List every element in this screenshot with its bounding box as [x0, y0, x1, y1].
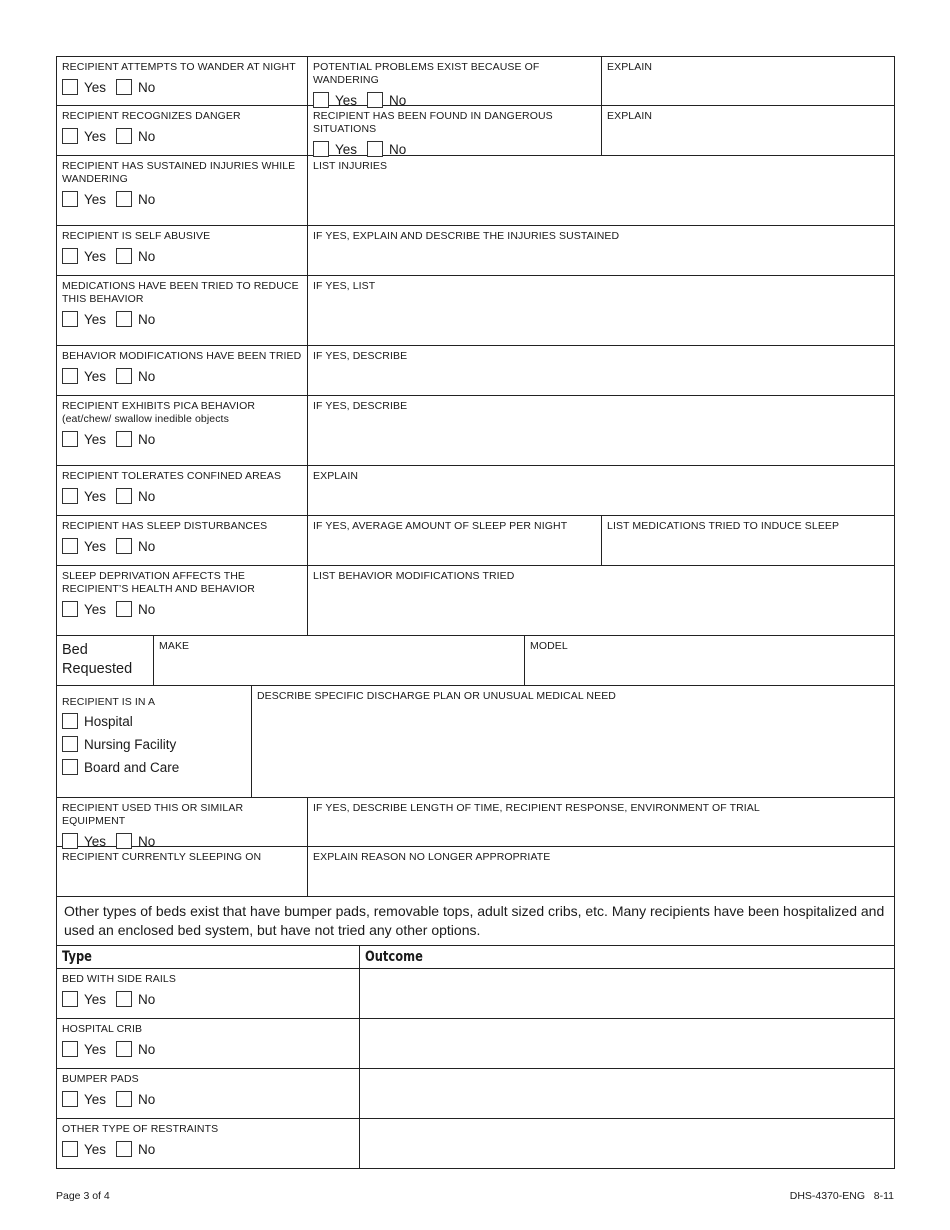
other-restraints-label: OTHER TYPE OF RESTRAINTS [62, 1123, 219, 1135]
if-yes-describe-label: IF YES, DESCRIBE [313, 400, 408, 412]
yes-label: Yes [84, 128, 107, 144]
yes-checkbox[interactable] [62, 1141, 78, 1157]
yes-label: Yes [84, 1141, 107, 1157]
other-beds-note-cell [57, 897, 894, 945]
dangerous-situations-cell [308, 106, 602, 155]
no-label: No [138, 431, 156, 447]
yes-no-group [62, 991, 354, 1007]
wander-explain-field[interactable] [602, 57, 894, 105]
yes-label: Yes [84, 1091, 107, 1107]
yes-no-group [62, 601, 302, 617]
behavior-mods-label: BEHAVIOR MODIFICATIONS HAVE BEEN TRIED [62, 350, 302, 362]
if-yes-describe-label: IF YES, DESCRIBE [313, 350, 408, 362]
injuries-wandering-cell [57, 156, 308, 225]
hospital-crib-outcome-field[interactable] [360, 1019, 894, 1068]
yes-label: Yes [84, 601, 107, 617]
list-behavior-mods-label: LIST BEHAVIOR MODIFICATIONS TRIED [313, 570, 515, 582]
dangerous-situations-label: RECIPIENT HAS BEEN FOUND IN DANGEROUS SITUATIONS [313, 110, 553, 135]
sleep-deprivation-label: SLEEP DEPRIVATION AFFECTS THE RECIPIENT’S HEALTH AND BEHAVIOR [62, 570, 255, 595]
bumper-pads-row [56, 1069, 895, 1119]
similar-equipment-row [56, 798, 895, 847]
yes-no-group [313, 141, 596, 157]
injuries-sustained-label: IF YES, EXPLAIN AND DESCRIBE THE INJURIES SUSTAINED [313, 230, 620, 242]
trial-describe-field[interactable] [308, 798, 894, 846]
yes-label: Yes [84, 311, 107, 327]
model-label: MODEL [530, 640, 568, 652]
pica-cell [57, 396, 308, 465]
make-label: MAKE [159, 640, 190, 652]
pica-label: RECIPIENT EXHIBITS PICA BEHAVIOR (eat/chew/ swallow inedible objects [62, 400, 256, 425]
no-label: No [138, 1091, 156, 1107]
behavior-mods-describe-field[interactable] [308, 346, 894, 395]
side-rails-outcome-field[interactable] [360, 969, 894, 1018]
other-restraints-cell [57, 1119, 360, 1168]
confined-row [56, 466, 895, 516]
wander-problems-cell [308, 57, 602, 108]
no-label: No [138, 248, 156, 264]
hospital-crib-cell [57, 1019, 360, 1068]
explain-label: EXPLAIN [607, 110, 653, 122]
danger-explain-field[interactable] [602, 106, 894, 155]
behavior-mods-cell [57, 346, 308, 395]
side-rails-label: BED WITH SIDE RAILS [62, 973, 176, 985]
yes-no-group [62, 128, 302, 144]
recipient-location-row [56, 686, 895, 798]
sleep-deprivation-row [56, 566, 895, 636]
yes-no-group [62, 79, 302, 95]
no-checkbox[interactable] [116, 1041, 132, 1057]
no-checkbox[interactable] [116, 538, 132, 554]
wander-night-row [56, 56, 895, 106]
page-number: Page 3 of 4 [56, 1190, 110, 1202]
yes-no-group [62, 1141, 354, 1157]
nursing-facility-checkbox[interactable] [62, 736, 78, 752]
no-label: No [138, 128, 156, 144]
self-abusive-cell [57, 226, 308, 275]
yes-checkbox[interactable] [62, 601, 78, 617]
wander-night-label: RECIPIENT ATTEMPTS TO WANDER AT NIGHT [62, 61, 296, 73]
discharge-plan-label: DESCRIBE SPECIFIC DISCHARGE PLAN OR UNUSUAL MEDICAL NEED [257, 690, 616, 702]
hospital-crib-label: HOSPITAL CRIB [62, 1023, 143, 1035]
wander-night-cell [57, 57, 308, 105]
hospital-label: Hospital [84, 713, 133, 729]
board-care-label: Board and Care [84, 759, 180, 775]
no-checkbox[interactable] [367, 141, 383, 157]
yes-label: Yes [84, 248, 107, 264]
bed-requested-cell [57, 636, 154, 685]
similar-equipment-label: RECIPIENT USED THIS OR SIMILAR EQUIPMENT [62, 802, 244, 827]
behavior-mods-tried-field[interactable] [308, 566, 894, 635]
bed-requested-row [56, 636, 895, 686]
no-checkbox[interactable] [116, 488, 132, 504]
injuries-wandering-label: RECIPIENT HAS SUSTAINED INJURIES WHILE WANDERING [62, 160, 296, 185]
type-header-cell [57, 946, 360, 968]
medications-row [56, 276, 895, 346]
yes-label: Yes [84, 991, 107, 1007]
no-checkbox[interactable] [116, 431, 132, 447]
side-rails-cell [57, 969, 360, 1018]
self-abusive-label: RECIPIENT IS SELF ABUSIVE [62, 230, 211, 242]
no-checkbox[interactable] [116, 191, 132, 207]
recognizes-danger-row [56, 106, 895, 156]
model-field[interactable] [525, 636, 894, 685]
no-label: No [389, 92, 407, 108]
medications-label: MEDICATIONS HAVE BEEN TRIED TO REDUCE THIS BEHAVIOR [62, 280, 299, 305]
list-injuries-field[interactable] [308, 156, 894, 225]
sleeping-on-field[interactable] [57, 847, 308, 896]
no-label: No [138, 538, 156, 554]
location-options [62, 713, 246, 775]
bumper-pads-label: BUMPER PADS [62, 1073, 139, 1085]
pica-describe-field[interactable] [308, 396, 894, 465]
recognizes-danger-cell [57, 106, 308, 155]
recipient-location-cell [57, 686, 252, 797]
bumper-pads-outcome-field[interactable] [360, 1069, 894, 1118]
medications-list-field[interactable] [308, 276, 894, 345]
yes-label: Yes [335, 92, 358, 108]
hospital-crib-row [56, 1019, 895, 1069]
nursing-facility-label: Nursing Facility [84, 736, 177, 752]
sleep-meds-label: LIST MEDICATIONS TRIED TO INDUCE SLEEP [607, 520, 840, 532]
no-checkbox[interactable] [116, 128, 132, 144]
yes-label: Yes [84, 79, 107, 95]
avg-sleep-label: IF YES, AVERAGE AMOUNT OF SLEEP PER NIGHT [313, 520, 568, 532]
form-id: DHS-4370-ENG 8-11 [789, 1190, 894, 1202]
list-injuries-label: LIST INJURIES [313, 160, 388, 172]
no-label: No [138, 488, 156, 504]
no-longer-appropriate-field[interactable] [308, 847, 894, 896]
if-yes-list-label: IF YES, LIST [313, 280, 376, 292]
recipient-in-a-label: RECIPIENT IS IN A [62, 696, 156, 708]
confined-explain-field[interactable] [308, 466, 894, 515]
no-checkbox[interactable] [116, 991, 132, 1007]
yes-checkbox[interactable] [62, 991, 78, 1007]
yes-no-group [62, 1041, 354, 1057]
other-restraints-row [56, 1119, 895, 1169]
behavior-mods-row [56, 346, 895, 396]
bed-requested-label: Bed Requested [62, 642, 133, 677]
bumper-pads-cell [57, 1069, 360, 1118]
no-label: No [138, 833, 156, 849]
yes-label: Yes [84, 833, 107, 849]
yes-label: Yes [84, 488, 107, 504]
yes-checkbox[interactable] [62, 128, 78, 144]
type-outcome-header-row [56, 946, 895, 969]
no-label: No [389, 141, 407, 157]
injuries-wandering-row [56, 156, 895, 226]
confined-label: RECIPIENT TOLERATES CONFINED AREAS [62, 470, 282, 482]
other-restraints-outcome-field[interactable] [360, 1119, 894, 1168]
yes-no-group [62, 538, 302, 554]
type-header: Type [62, 949, 92, 965]
no-longer-appropriate-label: EXPLAIN REASON NO LONGER APPROPRIATE [313, 851, 551, 863]
sleep-disturbances-row [56, 516, 895, 566]
medications-cell [57, 276, 308, 345]
outcome-header-cell [360, 946, 894, 968]
other-beds-note: Other types of beds exist that have bumper pads, removable tops, adult sized cribs, etc. Many recipients have been hospitalized and used an enclosed bed system, but have not tried any other options. [64, 903, 885, 938]
yes-checkbox[interactable] [62, 79, 78, 95]
no-label: No [138, 1041, 156, 1057]
no-label: No [138, 991, 156, 1007]
no-label: No [138, 601, 156, 617]
explain-label: EXPLAIN [607, 61, 653, 73]
yes-checkbox[interactable] [62, 538, 78, 554]
yes-label: Yes [84, 538, 107, 554]
yes-checkbox[interactable] [62, 1041, 78, 1057]
sleep-disturbances-label: RECIPIENT HAS SLEEP DISTURBANCES [62, 520, 268, 532]
injuries-sustained-field[interactable] [308, 226, 894, 275]
wander-problems-label: POTENTIAL PROBLEMS EXIST BECAUSE OF WANDERING [313, 61, 540, 86]
yes-label: Yes [335, 141, 358, 157]
yes-checkbox[interactable] [62, 248, 78, 264]
yes-label: Yes [84, 1041, 107, 1057]
yes-no-group [62, 488, 302, 504]
self-abusive-row [56, 226, 895, 276]
trial-describe-label: IF YES, DESCRIBE LENGTH OF TIME, RECIPIENT RESPONSE, ENVIRONMENT OF TRIAL [313, 802, 760, 814]
board-care-checkbox[interactable] [62, 759, 78, 775]
yes-checkbox[interactable] [62, 431, 78, 447]
explain-label: EXPLAIN [313, 470, 359, 482]
yes-checkbox[interactable] [62, 368, 78, 384]
outcome-header: Outcome [365, 949, 423, 965]
yes-checkbox[interactable] [62, 1091, 78, 1107]
sleep-meds-field[interactable] [602, 516, 894, 565]
no-label: No [138, 311, 156, 327]
yes-label: Yes [84, 191, 107, 207]
no-label: No [138, 1141, 156, 1157]
no-label: No [138, 191, 156, 207]
yes-no-group [62, 1091, 354, 1107]
hospital-checkbox[interactable] [62, 713, 78, 729]
yes-checkbox[interactable] [62, 488, 78, 504]
no-label: No [138, 368, 156, 384]
sleeping-on-row [56, 847, 895, 897]
yes-label: Yes [84, 431, 107, 447]
yes-no-group [62, 311, 302, 327]
no-checkbox[interactable] [116, 248, 132, 264]
avg-sleep-field[interactable] [308, 516, 602, 565]
yes-no-group [62, 248, 302, 264]
bed-request-form [56, 56, 895, 1169]
sleep-deprivation-cell [57, 566, 308, 635]
yes-checkbox[interactable] [313, 141, 329, 157]
discharge-plan-field[interactable] [252, 686, 894, 797]
no-checkbox[interactable] [116, 601, 132, 617]
yes-checkbox[interactable] [62, 191, 78, 207]
confined-cell [57, 466, 308, 515]
yes-no-group [62, 191, 302, 207]
sleep-disturbances-cell [57, 516, 308, 565]
similar-equipment-cell [57, 798, 308, 849]
yes-checkbox[interactable] [62, 311, 78, 327]
yes-no-group [62, 431, 302, 447]
no-checkbox[interactable] [116, 79, 132, 95]
make-field[interactable] [154, 636, 525, 685]
no-checkbox[interactable] [116, 1091, 132, 1107]
no-checkbox[interactable] [116, 1141, 132, 1157]
yes-label: Yes [84, 368, 107, 384]
side-rails-row [56, 969, 895, 1019]
other-beds-note-row [56, 897, 895, 946]
sleeping-on-label: RECIPIENT CURRENTLY SLEEPING ON [62, 851, 262, 863]
recognizes-danger-label: RECIPIENT RECOGNIZES DANGER [62, 110, 241, 122]
no-label: No [138, 79, 156, 95]
pica-row [56, 396, 895, 466]
no-checkbox[interactable] [116, 311, 132, 327]
no-checkbox[interactable] [116, 368, 132, 384]
yes-no-group [62, 368, 302, 384]
